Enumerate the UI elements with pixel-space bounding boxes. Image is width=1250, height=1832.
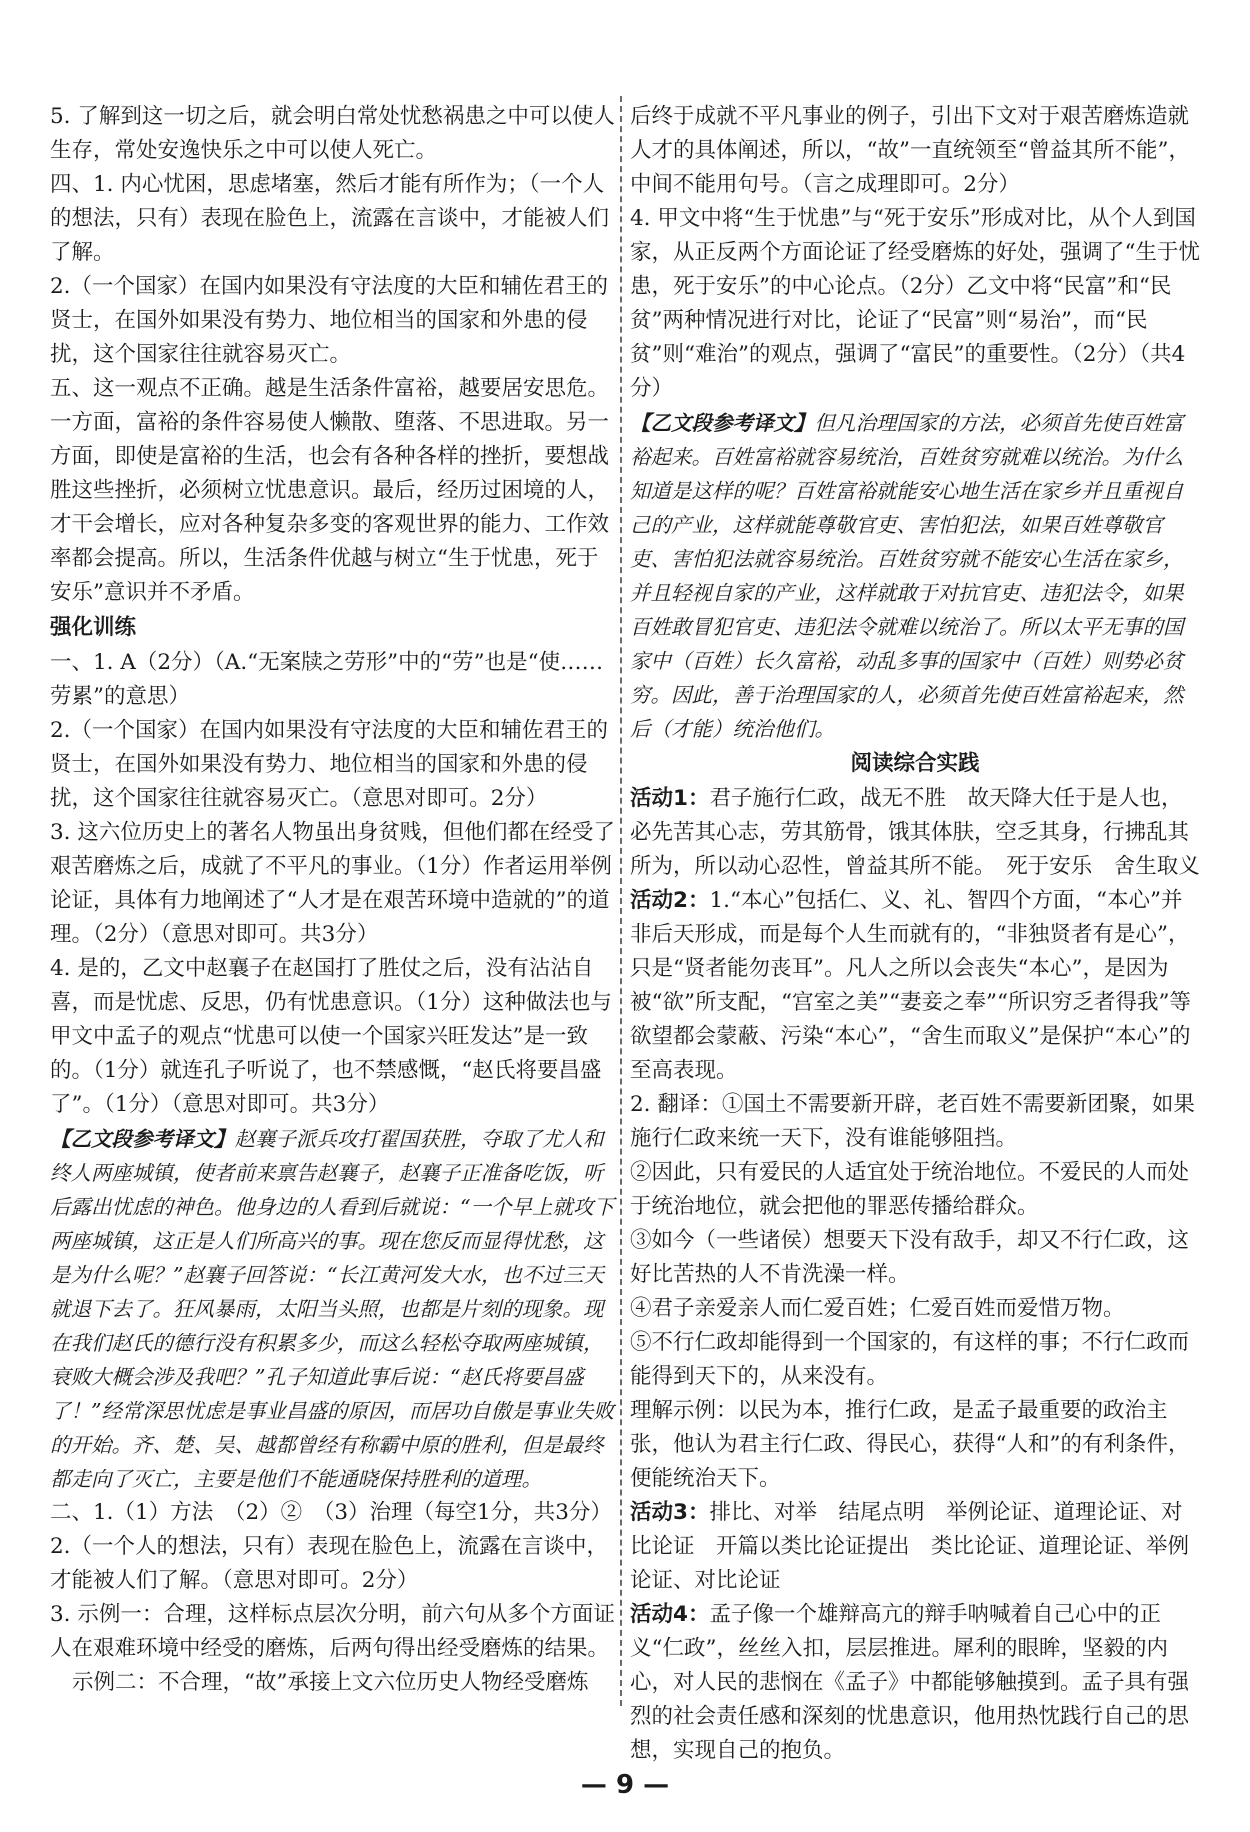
translation-text: 赵襄子派兵攻打翟国获胜，夺取了尤人和终人两座城镇，使者前来禀告赵襄子，赵襄子正准备吃饭，听后露出忧虑的神色。他身边的人看到后就说：“一个早上就攻下两座城镇，这正是人们所高兴的事。现在您反而显得忧愁，这是为什么呢？”赵襄子回答说：“长江黄河发大水，也不过三天就退下去了。狂风暴雨，太阳当头照，也都是片刻的现象。现在我们赵氏的德行没有积累多少，而这么轻松夺取两座城镇，衰败大概会涉及我吧？”孔子知道此事后说：“赵氏将要昌盛了！”经常深思忧虑是事业昌盛的原因，而居功自傲是事业失败的开始。齐、楚、吴、越都曾经有称霸中原的胜利，但是最终都走向了灭亡，主要是他们不能通晓保持胜利的道理。 <box>50 1127 614 1491</box>
translation-block-left <box>50 1122 615 1496</box>
translation-label: 【乙文段参考译文】 <box>50 1127 235 1151</box>
translation-text: 但凡治理国家的方法，必须首先使百姓富裕起来。百姓富裕就容易统治，百姓贫穷就难以统治。为什么知道是这样的呢？百姓富裕就能安心地生活在家乡并且重视自己的产业，这样就能尊敬官吏、害怕犯法，如果百姓尊敬官吏、害怕犯法就容易统治。百姓贫穷就不能安心生活在家乡，并且轻视自家的产业，这样就敢于对抗官吏、违犯法令，如果百姓敢冒犯官吏、违犯法令就难以统治了。所以太平无事的国家中（百姓）长久富裕，动乱多事的国家中（百姓）则势必贫穷。因此，善于治理国家的人，必须首先使百姓富裕起来，然后（才能）统治他们。 <box>630 411 1184 741</box>
activity-label: 活动1： <box>630 786 710 811</box>
answer-s1-2: 2.（一个国家）在国内如果没有守法度的大臣和辅佐君王的贤士，在国外如果没有势力、地位相当的国家和外患的侵扰，这个国家往往就容易灭亡。（意思对即可。2分） <box>50 718 609 811</box>
right-column <box>630 100 1200 1768</box>
activity-text: 君子施行仁政，战无不胜 故天降大任于是人也，必先苦其心志，劳其筋骨，饿其体肤，空乏其身，行拂乱其所为，所以动心忍性，曾益其所不能。 死于安乐 舍生取义 <box>630 786 1200 879</box>
answer-five: 五、这一观点不正确。越是生活条件富裕，越要居安思危。一方面，富裕的条件容易使人懒散、堕落、不思进取。另一方面，即使是富裕的生活，也会有各种各样的挫折，要想战胜这些挫折，必须树立忧患意识。最后，经历过困境的人，才干会增长，应对各种复杂多变的客观世界的能力、工作效率都会提高。所以，生活条件优越与树立“生于忧患，死于安乐”意识并不矛盾。 <box>50 376 610 605</box>
section-heading-strengthen: 强化训练 <box>50 615 137 640</box>
activity-text: 排比、对举 结尾点明 举例论证、道理论证、对比论证 开篇以类比论证提出 类比论证、道理论证、举例论证、对比论证 <box>630 1500 1190 1593</box>
activity-2-translation-5: ⑤不行仁政却能得到一个国家的，有这样的事；不行仁政而能得到天下的，从来没有。 <box>630 1330 1190 1389</box>
answer-s1-1: 一、1. A（2分）（A.“无案牍之劳形”中的“劳”也是“使……劳累”的意思） <box>50 650 604 709</box>
activity-label: 活动2： <box>630 888 710 913</box>
activity-3 <box>630 1496 1200 1598</box>
answer-s2-2: 2.（一个人的想法，只有）表现在脸色上，流露在言谈中，才能被人们了解。（意思对即可。2分） <box>50 1534 609 1593</box>
answer-s2-3b: 示例二：不合理，“故”承接上文六位历史人物经受磨炼 <box>72 1670 589 1695</box>
answer-continued: 后终于成就不平凡事业的例子，引出下文对于艰苦磨炼造就人才的具体阐述，所以，“故”一直统领至“曾益其所不能”，中间不能用句号。（言之成理即可。2分） <box>630 104 1190 197</box>
activity-2 <box>630 884 1200 1088</box>
section-heading-reading-practice: 阅读综合实践 <box>850 751 980 776</box>
answer-four-2: 2.（一个国家）在国内如果没有守法度的大臣和辅佐君王的贤士，在国外如果没有势力、地位相当的国家和外患的侵扰，这个国家往往就容易灭亡。 <box>50 274 609 367</box>
answer-r4: 4. 甲文中将“生于忧患”与“死于安乐”形成对比，从个人到国家，从正反两个方面论证了经受磨炼的好处，强调了“生于忧患，死于安乐”的中心论点。（2分）乙文中将“民富”和“民贫”两种情况进行对比，论证了“民富”则“易治”，而“民贫”则“难治”的观点，强调了“富民”的重要性。（2分）（共4分） <box>630 206 1200 401</box>
activity-2-translation-1: 2. 翻译：①国土不需要新开辟，老百姓不需要新团聚，如果施行仁政来统一天下，没有谁能够阻挡。 <box>630 1092 1195 1151</box>
translation-block-right <box>630 406 1200 746</box>
activity-label: 活动4： <box>630 1602 710 1627</box>
activity-2-understanding: 理解示例：以民为本，推行仁政，是孟子最重要的政治主张，他认为君主行仁政、得民心，获得“人和”的有利条件，便能统治天下。 <box>630 1398 1190 1491</box>
activity-text: 孟子像一个雄辩高亢的辩手呐喊着自己心中的正义“仁政”，丝丝入扣，层层推进。犀利的眼眸，坚毅的内心，对人民的悲悯在《孟子》中都能够触摸到。孟子具有强烈的社会责任感和深刻的忧患意识，他用热忱践行自己的思想，实现自己的抱负。 <box>630 1602 1190 1763</box>
answer-s1-4: 4. 是的，乙文中赵襄子在赵国打了胜仗之后，没有沾沾自喜，而是忧虑、反思，仍有忧患意识。（1分）这种做法也与甲文中孟子的观点“忧患可以使一个国家兴旺发达”是一致的。（1分）就连孔子听说了，也不禁感慨，“赵氏将要昌盛了”。（1分）（意思对即可。共3分） <box>50 956 612 1117</box>
answer-s2-1: 二、1.（1）方法 （2）② （3）治理（每空1分，共3分） <box>50 1500 612 1525</box>
translation-label: 【乙文段参考译文】 <box>630 411 815 435</box>
activity-2-translation-4: ④君子亲爱亲人而仁爱百姓；仁爱百姓而爱惜万物。 <box>630 1296 1125 1321</box>
activity-label: 活动3： <box>630 1500 710 1525</box>
activity-1 <box>630 782 1200 884</box>
activity-2-translation-2: ②因此，只有爱民的人适宜处于统治地位。不爱民的人而处于统治地位，就会把他的罪恶传播给群众。 <box>630 1160 1190 1219</box>
answer-s1-3: 3. 这六位历史上的著名人物虽出身贫贱，但他们都在经受了艰苦磨炼之后，成就了不平凡的事业。（1分）作者运用举例论证，具体有力地阐述了“人才是在艰苦环境中造就的”的道理。（2分）（意思对即可。共3分） <box>50 820 615 947</box>
answer-four-1: 四、1. 内心忧困，思虑堵塞，然后才能有所作为；（一个人的想法，只有）表现在脸色上，流露在言谈中，才能被人们了解。 <box>50 172 610 265</box>
column-divider <box>620 96 622 1706</box>
activity-2-translation-3: ③如今（一些诸侯）想要天下没有敌手，却又不行仁政，这好比苦热的人不肯洗澡一样。 <box>630 1228 1190 1287</box>
activity-text: 1.“本心”包括仁、义、礼、智四个方面，“本心”并非后天形成，而是每个人生而就有的，“非独贤者有是心”，只是“贤者能勿丧耳”。凡人之所以会丧失“本心”，是因为被“欲”所支配，“宫室之美”“妻妾之奉”“所识穷乏者得我”等欲望都会蒙蔽、污染“本心”，“舍生而取义”是保护“本心”的至高表现。 <box>630 888 1191 1083</box>
answer-q5: 5. 了解到这一切之后，就会明白常处忧愁祸患之中可以使人生存，常处安逸快乐之中可以使人死亡。 <box>50 104 615 163</box>
left-column <box>50 100 615 1700</box>
activity-4 <box>630 1598 1200 1768</box>
answer-s2-3: 3. 示例一：合理，这样标点层次分明，前六句从多个方面证人在艰难环境中经受的磨炼，后两句得出经受磨炼的结果。 <box>50 1602 615 1661</box>
page-number: — 9 — <box>580 1770 670 1800</box>
